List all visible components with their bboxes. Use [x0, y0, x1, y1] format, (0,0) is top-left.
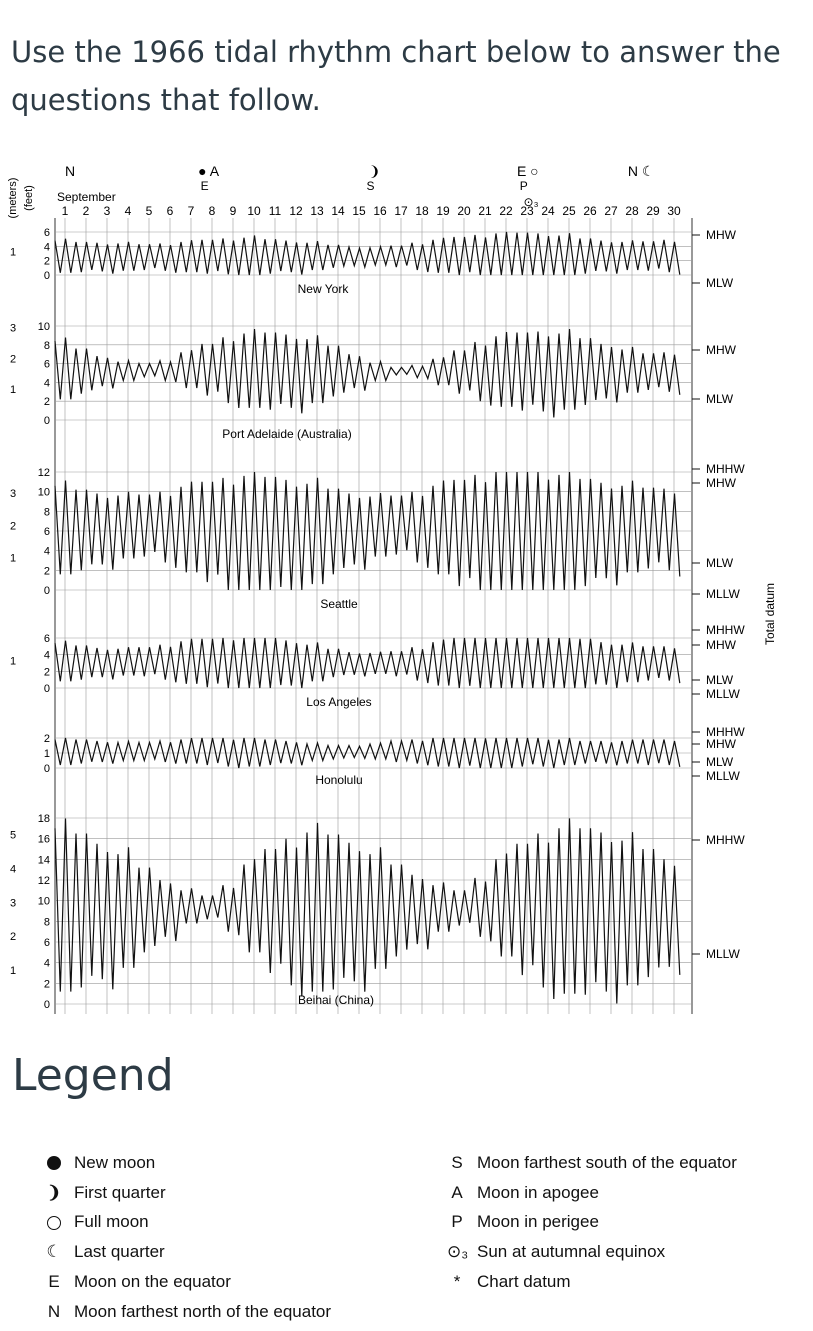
- feet-tick-label: 2: [43, 666, 50, 679]
- meter-tick-label: 1: [9, 655, 17, 668]
- feet-tick-label: 6: [43, 526, 50, 538]
- feet-tick-label: 12: [37, 467, 50, 479]
- feet-tick-label: 6: [43, 227, 50, 239]
- day-tick-label: 19: [436, 204, 450, 218]
- day-tick-label: 12: [289, 204, 303, 218]
- meter-tick-label: 3: [9, 897, 17, 910]
- legend-label: Moon on the equator: [74, 1272, 231, 1292]
- meter-tick-label: 1: [9, 552, 17, 565]
- day-tick-label: 14: [331, 204, 345, 218]
- feet-tick-label: 8: [43, 506, 50, 519]
- day-tick-label: 26: [583, 204, 597, 218]
- feet-tick-label: 0: [43, 683, 50, 695]
- legend-label: Chart datum: [477, 1272, 571, 1292]
- day-tick-label: 25: [562, 204, 576, 218]
- meter-tick-label: 1: [9, 965, 17, 978]
- day-tick-label: 10: [247, 204, 261, 218]
- legend-item-equator: [44, 1267, 331, 1297]
- datum-label: MLLW: [706, 947, 740, 961]
- feet-tick-label: 10: [37, 895, 50, 908]
- datum-label: MLLW: [706, 687, 740, 701]
- datum-label: MHW: [706, 343, 736, 357]
- tidal-chart: [0, 152, 813, 1022]
- station-label: Honolulu: [315, 773, 363, 787]
- legend-item-last-quarter: [44, 1237, 331, 1267]
- day-tick-label: 3: [103, 204, 111, 218]
- legend-label: Moon in apogee: [477, 1182, 599, 1202]
- datum-label: MHHW: [706, 623, 745, 637]
- meter-tick-label: 1: [9, 246, 17, 259]
- legend-item-perigee: [447, 1208, 737, 1238]
- meter-tick-label: 2: [9, 931, 17, 944]
- datum-label: MLW: [706, 673, 734, 687]
- day-tick-label: 29: [646, 204, 660, 218]
- meter-tick-label: 3: [9, 322, 17, 335]
- datum-label: MHHW: [706, 833, 745, 847]
- legend-symbol: N: [47, 1301, 61, 1321]
- feet-tick-label: 4: [43, 545, 50, 558]
- legend-left: [44, 1148, 331, 1327]
- day-tick-label: 17: [394, 204, 408, 218]
- station-label: Seattle: [320, 597, 358, 611]
- meter-tick-label: 2: [9, 520, 17, 533]
- meter-tick-label: 2: [9, 353, 17, 366]
- full-moon-icon: [44, 1212, 64, 1232]
- legend-label: Last quarter: [74, 1242, 165, 1262]
- datum-label: MLW: [706, 276, 734, 290]
- datum-label: MHHW: [706, 725, 745, 739]
- legend-item-first-quarter: [44, 1178, 331, 1208]
- feet-tick-label: 12: [37, 875, 50, 887]
- intro-text: Use the 1966 tidal rhythm chart below to answer the questions that follow.: [11, 35, 781, 117]
- datum-label: MLLW: [706, 587, 740, 601]
- meter-tick-label: 5: [9, 829, 17, 842]
- astro-event-sub: S: [366, 179, 375, 193]
- datum-label: MHW: [706, 737, 736, 751]
- day-tick-label: 9: [229, 204, 237, 218]
- legend-label: First quarter: [74, 1182, 166, 1202]
- day-tick-label: 30: [667, 204, 681, 218]
- meter-tick-label: 1: [9, 384, 17, 397]
- feet-tick-label: 0: [43, 270, 50, 282]
- feet-label: (feet): [23, 185, 35, 211]
- legend-label: New moon: [74, 1152, 156, 1172]
- legend-label: Full moon: [74, 1212, 149, 1232]
- legend-right: [447, 1148, 737, 1297]
- equinox-marker: ⊙₃: [523, 195, 539, 209]
- day-tick-label: 6: [166, 204, 174, 218]
- legend-item-full-moon: [44, 1208, 331, 1238]
- datum-label: MHW: [706, 476, 736, 490]
- astro-event-symbol: N: [64, 163, 76, 179]
- last-quarter-icon: ☾: [46, 1242, 62, 1262]
- feet-tick-label: 4: [43, 957, 50, 970]
- first-quarter-icon: ❩: [46, 1182, 62, 1202]
- feet-tick-label: 14: [37, 854, 50, 867]
- feet-tick-label: 1: [43, 748, 50, 760]
- day-tick-label: 4: [124, 204, 132, 218]
- legend-label: Moon farthest south of the equator: [477, 1152, 737, 1172]
- day-tick-label: 11: [268, 204, 282, 218]
- legend-item-datum: [447, 1267, 737, 1297]
- day-tick-label: 7: [187, 204, 195, 218]
- station-label: New York: [297, 282, 349, 296]
- legend-symbol: *: [453, 1272, 461, 1292]
- feet-tick-label: 18: [37, 813, 50, 825]
- station-label: Beihai (China): [297, 993, 375, 1007]
- feet-tick-label: 2: [43, 255, 50, 268]
- feet-tick-label: 10: [37, 486, 50, 499]
- legend-label: Sun at autumnal equinox: [477, 1242, 666, 1262]
- legend-item-north: [44, 1297, 331, 1327]
- astro-event-sub: P: [519, 179, 528, 193]
- legend-item-equinox: [447, 1237, 737, 1267]
- sun-equinox-icon: ⊙₃: [447, 1242, 469, 1262]
- datum-label: MHHW: [706, 462, 745, 476]
- feet-tick-label: 0: [43, 585, 50, 597]
- day-tick-label: 2: [82, 204, 90, 218]
- datum-label: MHW: [706, 638, 736, 652]
- feet-tick-label: 10: [37, 321, 50, 333]
- legend-symbol: A: [451, 1182, 463, 1202]
- meters-label: (meters): [7, 177, 19, 219]
- day-tick-label: 18: [415, 204, 429, 218]
- feet-tick-label: 2: [43, 396, 50, 409]
- day-tick-label: 13: [310, 204, 324, 218]
- feet-tick-label: 6: [43, 937, 50, 949]
- feet-tick-label: 0: [43, 415, 50, 427]
- day-tick-label: 24: [541, 204, 555, 218]
- astro-event-symbol: N ☾: [627, 163, 655, 179]
- feet-tick-label: 2: [43, 978, 50, 991]
- legend-item-new-moon: [44, 1148, 331, 1178]
- feet-tick-label: 4: [43, 377, 50, 390]
- feet-tick-label: 0: [43, 763, 50, 775]
- feet-tick-label: 4: [43, 241, 50, 254]
- legend-symbol: P: [451, 1212, 463, 1232]
- astro-event-sub: E: [200, 179, 209, 193]
- feet-tick-label: 2: [43, 565, 50, 578]
- day-tick-label: 15: [352, 204, 366, 218]
- legend-label: Moon farthest north of the equator: [74, 1301, 332, 1321]
- astro-event-symbol: ● A: [198, 163, 220, 179]
- day-tick-label: 8: [208, 204, 216, 218]
- feet-tick-label: 0: [43, 999, 50, 1011]
- meter-tick-label: 4: [9, 863, 17, 876]
- day-tick-label: 16: [373, 204, 387, 218]
- day-tick-label: 23: [520, 204, 534, 218]
- feet-tick-label: 8: [43, 339, 50, 352]
- day-tick-label: 1: [61, 204, 69, 218]
- datum-label: MLLW: [706, 769, 740, 783]
- legend-item-south: [447, 1148, 737, 1178]
- day-tick-label: 27: [604, 204, 618, 218]
- astro-event-symbol: ❩: [368, 163, 381, 179]
- day-tick-label: 21: [478, 204, 492, 218]
- day-tick-label: 20: [457, 204, 471, 218]
- day-tick-label: 5: [145, 204, 153, 218]
- legend-title: Legend: [12, 1050, 174, 1101]
- datum-label: MLW: [706, 755, 734, 769]
- datum-label: MHW: [706, 228, 736, 242]
- legend-label: Moon in perigee: [477, 1212, 599, 1232]
- feet-tick-label: 2: [43, 733, 50, 745]
- feet-tick-label: 16: [37, 833, 50, 846]
- station-label: Los Angeles: [306, 695, 372, 709]
- new-moon-icon: [44, 1153, 64, 1173]
- feet-tick-label: 8: [43, 916, 50, 929]
- right-axis-label: Total datum: [763, 582, 777, 646]
- station-label: Port Adelaide (Australia): [222, 427, 352, 441]
- day-tick-label: 28: [625, 204, 639, 218]
- legend-symbol: S: [451, 1152, 463, 1172]
- feet-tick-label: 4: [43, 649, 50, 662]
- month-label: September: [57, 190, 116, 204]
- day-tick-label: 22: [499, 204, 513, 218]
- legend-symbol: E: [48, 1272, 60, 1292]
- datum-label: MLW: [706, 392, 734, 406]
- feet-tick-label: 6: [43, 358, 50, 371]
- legend-item-apogee: [447, 1178, 737, 1208]
- meter-tick-label: 3: [9, 488, 17, 501]
- astro-event-symbol: E ○: [516, 163, 539, 179]
- datum-label: MLW: [706, 556, 734, 570]
- feet-tick-label: 6: [43, 633, 50, 645]
